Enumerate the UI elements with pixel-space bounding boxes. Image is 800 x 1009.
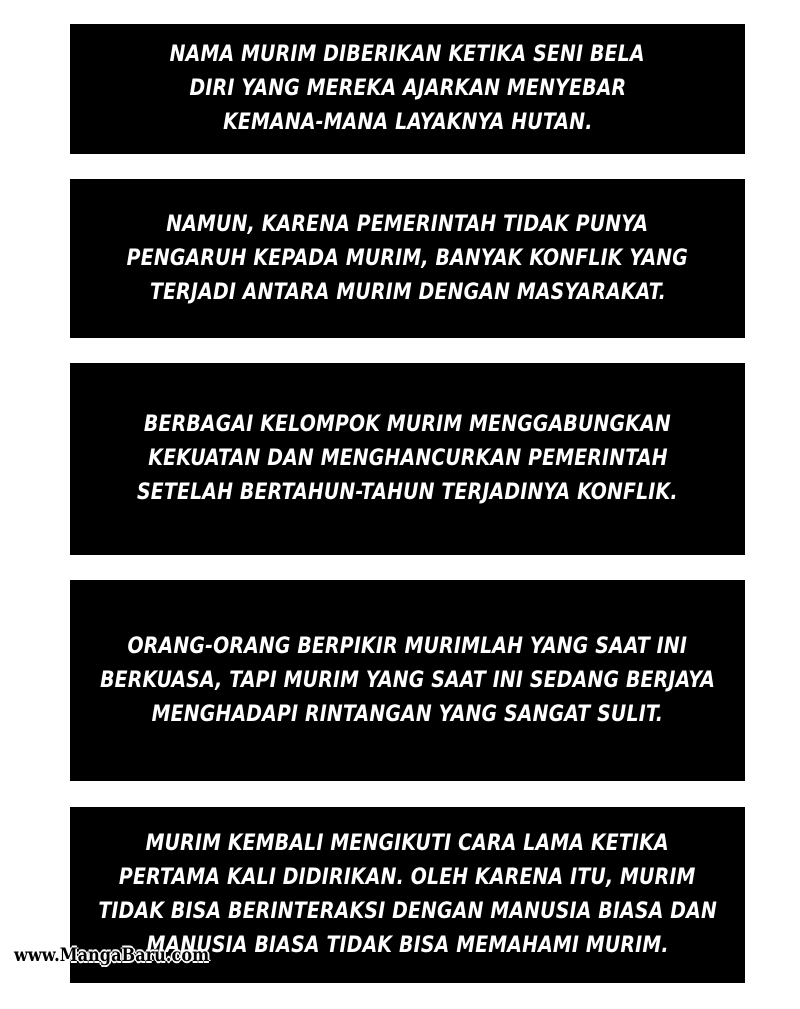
caption-box-1 (70, 24, 745, 154)
caption-line: ORANG-ORANG BERPIKIR MURIMLAH YANG SAAT INI (127, 633, 688, 659)
caption-line: BERKUASA, TAPI MURIM YANG SAAT INI SEDANG BERJAYA (99, 667, 716, 693)
caption-line: SETELAH BERTAHUN-TAHUN TERJADINYA KONFLIK. (137, 480, 678, 505)
caption-line: TIDAK BISA BERINTERAKSI DENGAN MANUSIA BIASA DAN (98, 899, 717, 924)
caption-line: NAMUN, KARENA PEMERINTAH TIDAK PUNYA (166, 211, 649, 237)
caption-line: NAMA MURIM DIBERIKAN KETIKA SENI BELA (169, 42, 646, 67)
caption-line: BERBAGAI KELOMPOK MURIM MENGGABUNGKAN (143, 412, 672, 437)
watermark-text: www.MangaBaru.com (14, 944, 210, 966)
caption-line: PENGARUH KEPADA MURIM, BANYAK KONFLIK YANG (126, 245, 689, 271)
caption-line: PERTAMA KALI DIDIRIKAN. OLEH KARENA ITU, MURIM (119, 865, 696, 890)
caption-box-3 (70, 363, 745, 555)
caption-box-2 (70, 179, 745, 338)
caption-line: MURIM KEMBALI MENGIKUTI CARA LAMA KETIKA (145, 831, 670, 856)
caption-line: MENGHADAPI RINTANGAN YANG SANGAT SULIT. (151, 701, 664, 727)
caption-box-4 (70, 580, 745, 781)
caption-line: KEMANA-MANA LAYAKNYA HUTAN. (222, 110, 593, 135)
caption-line: DIRI YANG MEREKA AJARKAN MENYEBAR (189, 76, 626, 101)
caption-line: KEKUATAN DAN MENGHANCURKAN PEMERINTAH (147, 446, 668, 471)
caption-line: TERJADI ANTARA MURIM DENGAN MASYARAKAT. (149, 279, 666, 305)
caption-line: MANUSIA BIASA TIDAK BISA MEMAHAMI MURIM. (146, 933, 669, 958)
